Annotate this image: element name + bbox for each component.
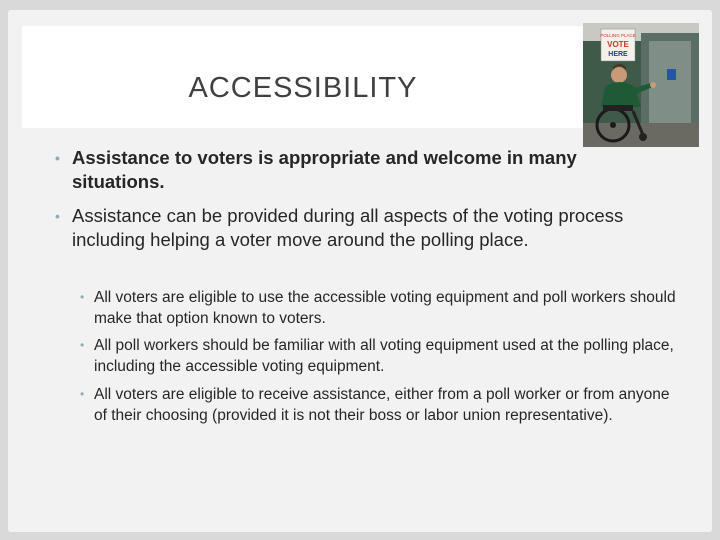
- sub-bullet-text: All voters are eligible to receive assistance, either from a poll worker or from anyone of their choosing (provided it is not their boss or labor union representative).: [94, 386, 670, 424]
- sub-bullet-marker: •: [80, 387, 85, 401]
- sub-bullet-text: All voters are eligible to use the accessible voting equipment and poll workers should make that option known to voters.: [94, 289, 676, 327]
- bullet-text: Assistance to voters is appropriate and welcome in many situations.: [72, 147, 577, 192]
- bullet-marker: •: [55, 208, 60, 224]
- sub-bullet-marker: •: [80, 338, 85, 352]
- sub-bullet-text: All poll workers should be familiar with all voting equipment used at the polling place, including the accessible voting equipment.: [94, 337, 674, 375]
- sub-bullet-item: [80, 384, 684, 426]
- slide-title: ACCESSIBILITY: [188, 72, 418, 104]
- sign-line2: VOTE: [607, 40, 629, 49]
- sub-bullet-item: [80, 335, 684, 377]
- sign-line1: POLLING PLACE: [600, 33, 636, 38]
- sub-bullet-marker: •: [80, 290, 85, 304]
- sub-bullet-item: [80, 287, 684, 329]
- bullet-marker: •: [55, 150, 60, 166]
- slide-content: [8, 10, 712, 532]
- slide: [8, 10, 712, 532]
- bullet-text: Assistance can be provided during all aspects of the voting process including helping a voter move around the polling place.: [72, 205, 624, 250]
- sign-line3: HERE: [608, 51, 628, 58]
- bullet-item: [55, 146, 672, 194]
- bullet-item: [55, 204, 672, 252]
